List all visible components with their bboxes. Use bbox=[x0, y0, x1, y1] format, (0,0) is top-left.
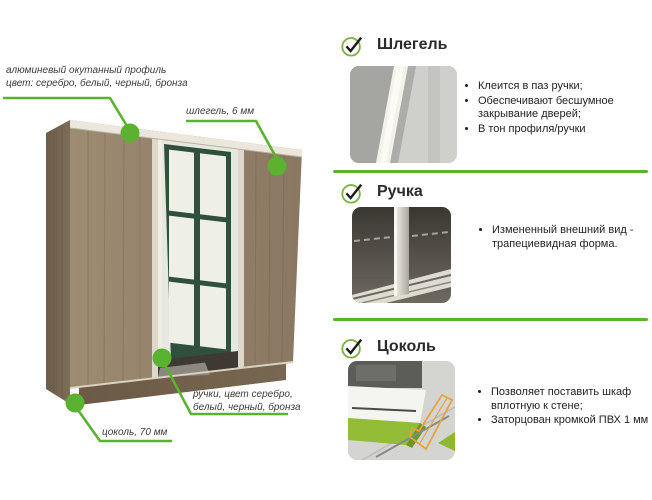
feature-list-handle bbox=[478, 224, 652, 252]
annotation-profile-line1: алюминевый окутанный профиль bbox=[6, 65, 167, 76]
check-icon bbox=[340, 32, 364, 58]
section-plinth-header bbox=[340, 334, 436, 360]
annotation-profile-line2: цвет: серебро, белый, черный, бронза bbox=[6, 78, 188, 89]
section-schlegel-header bbox=[340, 32, 448, 58]
section-title: Ручка bbox=[377, 183, 423, 200]
bullet-item: • Обеспечивают бесшумное закрывание дверей; bbox=[478, 95, 636, 122]
bullet-item: • В тон профиля/ручки bbox=[478, 123, 636, 137]
feature-list-plinth bbox=[477, 386, 652, 429]
product-photo-handle bbox=[352, 207, 451, 303]
section-divider bbox=[333, 318, 648, 321]
marker-dot-handles bbox=[153, 349, 172, 368]
handle-profile-left bbox=[152, 138, 158, 379]
annotation-profile bbox=[6, 64, 188, 90]
annotation-handles bbox=[193, 388, 301, 414]
section-divider bbox=[333, 170, 648, 173]
bullet-item: • Клеится в паз ручки; bbox=[478, 80, 636, 94]
schlegel-photo-drawing bbox=[350, 66, 457, 163]
annotation-handles-line1: ручки, цвет серебро, bbox=[193, 389, 293, 400]
bullet-item: • Позволяет поставить шкаф вплотную к стене; bbox=[491, 386, 652, 413]
annotation-plinth: цоколь, 70 мм bbox=[102, 427, 168, 438]
annotation-schlegel: шлегель, 6 мм bbox=[186, 106, 255, 117]
handle-profile-right bbox=[238, 149, 244, 369]
product-photo-schlegel bbox=[350, 66, 457, 163]
check-icon bbox=[340, 179, 364, 205]
bullet-item: • Измененный внешний вид - трапециевидная форма. bbox=[492, 224, 652, 251]
marker-dot-schlegel bbox=[268, 157, 287, 176]
handle-photo-drawing bbox=[352, 207, 451, 303]
plinth-photo-drawing bbox=[348, 361, 455, 460]
wardrobe-body bbox=[46, 120, 302, 405]
annotation-handles-line2: белый, черный, бронза bbox=[193, 402, 301, 413]
feature-list-schlegel bbox=[464, 80, 636, 137]
marker-dot-profile bbox=[121, 124, 140, 143]
mirror-edge-profile bbox=[158, 139, 162, 378]
wardrobe-side-panel bbox=[46, 120, 70, 404]
section-handle-header bbox=[340, 179, 423, 205]
product-photo-plinth bbox=[348, 361, 455, 460]
check-icon bbox=[340, 334, 364, 360]
marker-dot-plinth bbox=[66, 394, 85, 413]
mirror-door bbox=[158, 139, 238, 378]
bullet-item: • Заторцован кромкой ПВХ 1 мм bbox=[491, 414, 652, 428]
section-title: Шлегель bbox=[377, 36, 448, 53]
section-title: Цоколь bbox=[377, 338, 436, 355]
